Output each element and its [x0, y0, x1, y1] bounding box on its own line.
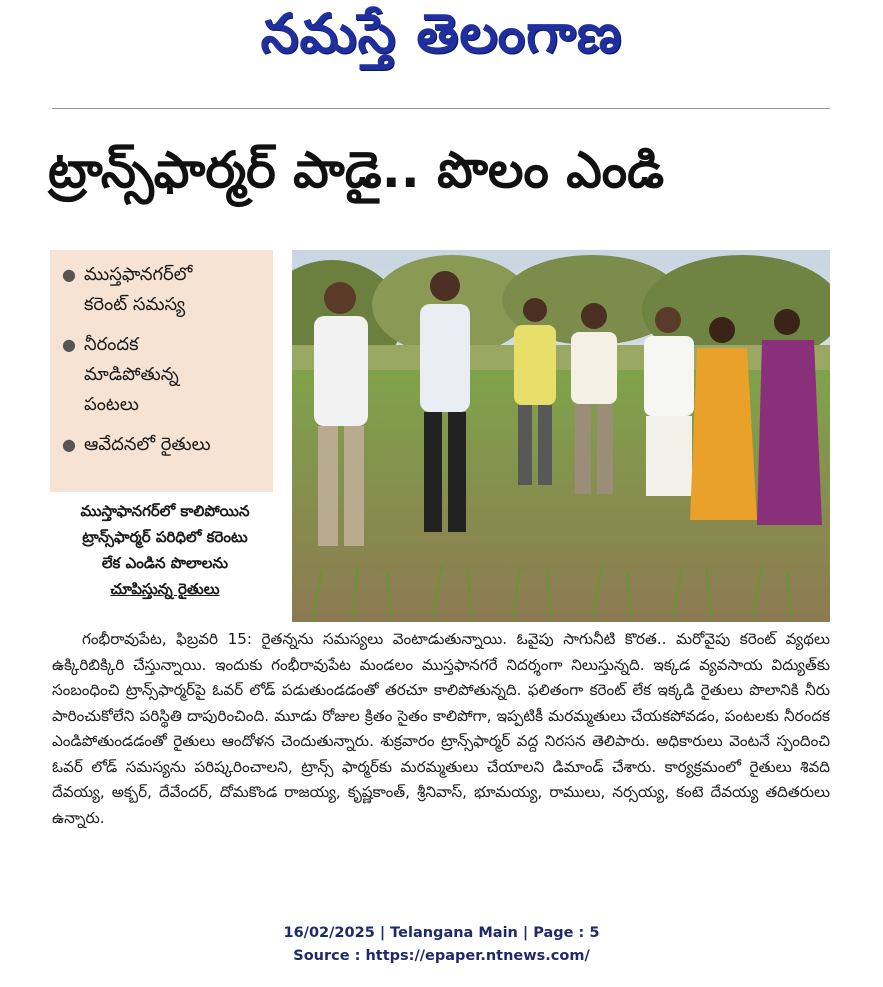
caption-line: ట్రాన్స్‌ఫార్మర్ పరిధిలో కరెంటు [82, 528, 248, 546]
article-paragraph: గంభీరావుపేట, ఫిబ్రవరి 15: రైతన్నను సమస్యలు వెంటాడుతున్నాయి. ఓవైపు సాగునీటి కొరత.. మరోవైపు కరెంట్ వ్యథలు ఉక్కిరిబిక్కిరి చేస్తున్నాయి. ఇందుకు గంభీరావుపేట మండలం ముస్తఫానగరే నిదర్శంగా నిలుస్తున్నది. ఇక్కడ వ్యవసాయ విద్యుత్‌కు సంబంధించి ట్రాన్స్‌ఫార్మర్‌పై ఓవర్ లోడ్ పడుతుండడంతో తరచూ కాలిపోతున్నది. ఫలితంగా కరెంట్ లేక ఇక్కడి రైతులు పొలానికి నీరు పారించుకోలేని పరిస్థితి దాపురించింది. మూడు రోజుల క్రితం సైతం కాలిపోగా, ఇప్పటికీ మరమ్మతులు చేయకపోవడం, పంటలకు నీరందక ఎండిపోతుండడంతో రైతులు ఆందోళన చెందుతున్నారు. శుక్రవారం ట్రాన్స్‌ఫార్మర్ వద్ద నిరసన తెలిపారు. అధికారులు వెంటనే స్పందించి ఓవర్ లోడ్ సమస్యను పరిష్కరించాలని, ట్రాన్స్ ఫార్మర్‌కు మరమ్మతులు చేయాలని డిమాండ్ చేశారు. కార్యక్రమంలో రైతులు శివది దేవయ్య, అక్బర్, దేవేందర్, దోమకొండ రాజయ్య, కృష్ణకాంత్, శ్రీనివాస్, భూమయ్య, రాములు, నర్సయ్య, కంటె దేవయ్య తదితరులు ఉన్నారు. [52, 630, 830, 827]
bullet-icon: ● [62, 265, 76, 284]
page-footer [0, 922, 883, 972]
highlights-box [50, 250, 273, 492]
news-photo [292, 250, 830, 622]
farmers-in-field-photo [292, 250, 830, 622]
highlight-item [62, 260, 265, 320]
article-body [52, 627, 830, 897]
caption-line: చూపిస్తున్న రైతులు [110, 580, 220, 598]
caption-line: లేక ఎండిన పొలాలను [101, 554, 229, 572]
newspaper-logo: నమస్తే తెలంగాణ [260, 1, 623, 65]
header-divider [52, 108, 830, 109]
highlight-line: నీరందక [84, 334, 139, 355]
bullet-icon: ● [62, 335, 76, 354]
highlight-item [62, 330, 265, 420]
highlight-line: మాడిపోతున్న [84, 364, 179, 385]
highlight-line: ఆవేదనలో రైతులు [84, 434, 211, 455]
photo-caption [50, 498, 280, 618]
caption-line: ముస్తాఫానగర్‌లో కాలిపోయిన [80, 502, 250, 520]
highlight-item [62, 430, 265, 460]
highlight-line: కరెంట్ సమస్య [84, 294, 186, 315]
highlight-line: పంటలు [84, 394, 139, 415]
masthead [0, 0, 883, 80]
bullet-icon: ● [62, 435, 76, 454]
highlight-line: ముస్తఫానగర్‌లో [84, 264, 193, 285]
headline: ట్రాన్స్‌ఫార్మర్ పాడై.. పొలం ఎండి [48, 140, 665, 199]
edition-info: 16/02/2025 | Telangana Main | Page : 5 [283, 925, 600, 941]
source-link[interactable]: Source : https://epaper.ntnews.com/ [293, 948, 590, 964]
